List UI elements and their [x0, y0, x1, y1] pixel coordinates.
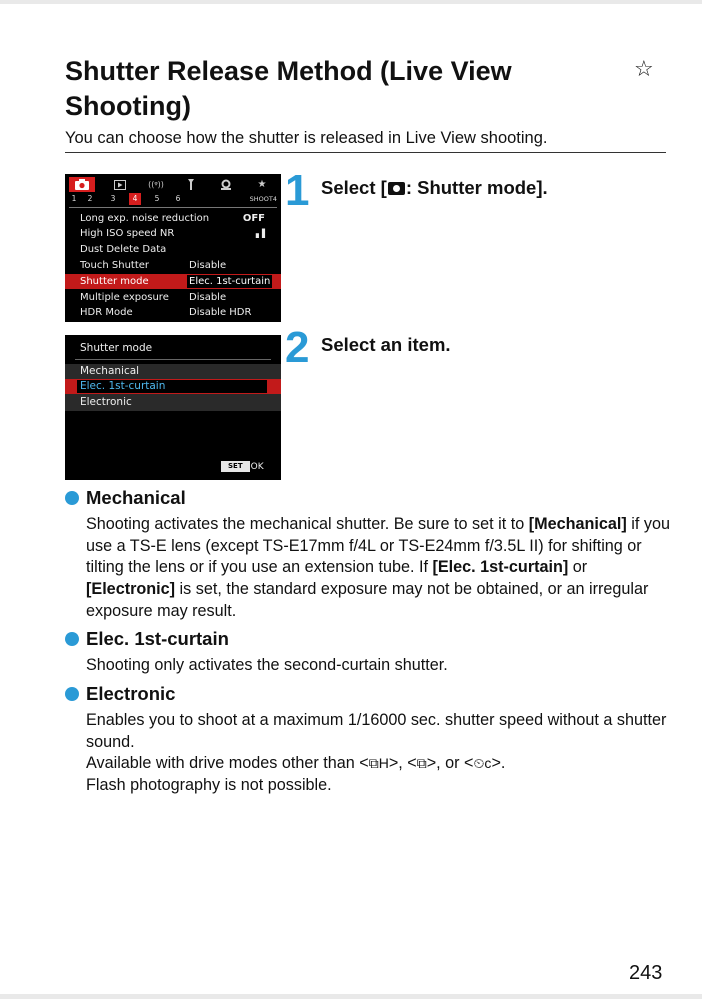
electronic-line-2d: >. — [491, 754, 506, 773]
camera-menu-screenshot — [65, 174, 281, 322]
menu-row — [65, 258, 281, 273]
set-ok-hint — [221, 461, 264, 472]
menu-divider — [69, 207, 277, 208]
playback-tab-icon — [109, 177, 131, 192]
shutter-mode-screenshot — [65, 335, 281, 480]
mechanical-heading: Mechanical — [86, 487, 186, 508]
self-timer-continuous-icon: ⏲c — [473, 755, 492, 772]
elec-1st-curtain-heading: Elec. 1st-curtain — [86, 628, 229, 649]
menu-row-label: Touch Shutter — [80, 260, 150, 271]
mechanical-text-4: is set, the standard exposure may not be obtained, or an irregular exposure may result. — [86, 580, 649, 620]
electronic-line-2c: >, or < — [426, 754, 474, 773]
subtab-1: 1 — [71, 194, 77, 203]
menu-row-label: Multiple exposure — [80, 292, 169, 303]
menu-row — [65, 305, 281, 320]
menu-row-value: Disable — [189, 292, 227, 303]
bullet-icon — [65, 491, 79, 505]
option-mechanical — [65, 364, 281, 379]
menu-row-value: Elec. 1st-curtain — [189, 276, 271, 287]
nr-level-icon: ▗▐ — [252, 229, 265, 238]
step-1-text-before: Select [ — [321, 177, 387, 198]
menu-row-selected — [65, 274, 281, 289]
manual-page — [0, 4, 702, 994]
menu-row — [65, 211, 281, 226]
electronic-heading: Electronic — [86, 683, 176, 704]
menu-row — [65, 242, 281, 257]
continuous-shooting-icon: ⧉ — [416, 755, 427, 772]
menu-row-value: Disable — [189, 260, 227, 271]
option-elec-1st-curtain — [65, 379, 281, 394]
menu-row — [65, 226, 281, 241]
menu-row — [65, 290, 281, 305]
mechanical-bold-2: [Elec. 1st-curtain] — [432, 558, 569, 577]
camera-tab-icon — [69, 177, 95, 192]
title-divider — [65, 152, 666, 153]
electronic-line-2b: >, < — [388, 754, 417, 773]
option-label: Elec. 1st-curtain — [77, 380, 267, 393]
mechanical-bold-3: [Electronic] — [86, 580, 176, 599]
menu-row-value: OFF — [242, 213, 265, 224]
option-label: Mechanical — [80, 365, 140, 377]
page-number: 243 — [629, 962, 663, 984]
menu-tab-bar — [65, 177, 281, 192]
wireless-tab-icon: ((ᵠ)) — [148, 180, 164, 189]
menu-row-label: Shutter mode — [80, 276, 149, 287]
option-list — [65, 364, 281, 411]
bullet-icon — [65, 632, 79, 646]
subtab-2: 2 — [87, 194, 93, 203]
mechanical-text-1: Shooting activates the mechanical shutter. Be sure to set it to — [86, 515, 529, 533]
step-1-text — [321, 177, 548, 199]
electronic-line-1: Enables you to shoot at a maximum 1/16000 sec. shutter speed without a shutter sound. — [86, 711, 667, 751]
mechanical-text-3: or — [568, 558, 588, 577]
option-electronic — [65, 395, 281, 410]
menu-subtabs — [65, 193, 281, 205]
screen-divider — [75, 359, 271, 360]
mechanical-description — [86, 514, 676, 623]
high-speed-continuous-icon: ⧉H — [368, 755, 389, 772]
custom-tab-icon — [215, 177, 237, 192]
subtab-3: 3 — [110, 194, 116, 203]
mymenu-star-icon: ★ — [257, 179, 267, 190]
subtab-4: 4 — [129, 193, 141, 205]
camera-icon — [388, 182, 405, 195]
shoot-tag: SHOOT4 — [249, 195, 277, 203]
step-2-number: 2 — [285, 323, 310, 372]
elec-1st-curtain-description: Shooting only activates the second-curtain shutter. — [86, 656, 448, 674]
set-button-icon: SET — [221, 461, 250, 472]
subtab-5: 5 — [154, 194, 160, 203]
electronic-description — [86, 710, 671, 797]
mechanical-bold-1: [Mechanical] — [528, 515, 627, 533]
page-title: Shutter Release Method (Live View Shooting) — [65, 56, 512, 121]
shutter-mode-title: Shutter mode — [80, 342, 153, 354]
setup-tab-icon — [180, 177, 202, 192]
electronic-line-2 — [86, 753, 671, 775]
bullet-icon — [65, 687, 79, 701]
mechanical-text-2: if you use a TS-E lens (except TS-E17mm f/4L or TS-E24mm f/3.5L II) for shifting or tilting the lens or if you use an extension tube. If — [86, 515, 670, 577]
menu-row-label: Dust Delete Data — [80, 244, 167, 255]
menu-row-label: HDR Mode — [80, 307, 133, 318]
subtab-6: 6 — [175, 194, 181, 203]
step-2-text: Select an item. — [321, 334, 451, 355]
electronic-line-3: Flash photography is not possible. — [86, 776, 332, 795]
intro-text: You can choose how the shutter is released in Live View shooting. — [65, 129, 548, 147]
star-icon: ☆ — [634, 56, 654, 81]
menu-row-value: Disable HDR — [189, 307, 252, 318]
menu-row-label: Long exp. noise reduction — [80, 213, 210, 224]
ok-label: OK — [250, 462, 264, 472]
option-label: Electronic — [80, 396, 132, 408]
electronic-line-2a: Available with drive modes other than < — [86, 754, 369, 773]
menu-row-label: High ISO speed NR — [80, 228, 175, 239]
step-1-text-after: : Shutter mode]. — [405, 177, 548, 198]
step-1-number: 1 — [285, 166, 310, 215]
